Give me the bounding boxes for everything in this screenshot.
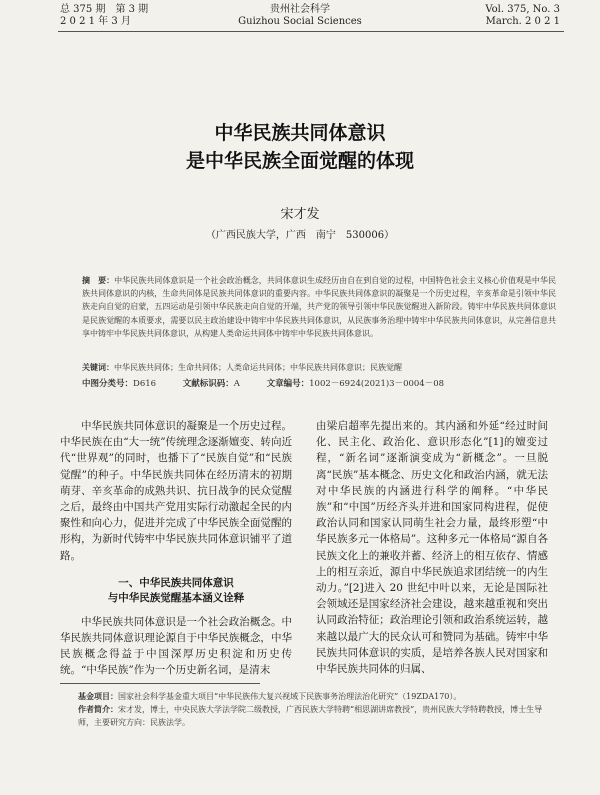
body-paragraph: 中华民族共同体意识是一个社会政治概念。中华民族共同体意识理论源自于中华民族概念，中华民族概念得益于中国深厚历史积淀和历史传统。“中华民族”作为一个历史新名词，是清末 <box>60 615 292 677</box>
article-title-line-2: 是中华民族全面觉醒的体现 <box>185 150 414 172</box>
abstract <box>82 274 556 340</box>
issue-date: 2 0 2 1 年 3 月 <box>60 16 131 27</box>
body-column-right <box>316 418 548 677</box>
volume-number: Vol. 375, No. 3 <box>485 4 560 15</box>
header-divider <box>58 31 564 32</box>
document-code: 文献标识码：A <box>182 379 240 389</box>
journal-name-en: Guizhou Social Sciences <box>238 16 362 27</box>
volume-date: March. 2 0 2 1 <box>485 16 560 27</box>
section-heading-line-2: 与中华民族觉醒基本涵义诠释 <box>107 591 245 604</box>
classification-line <box>82 377 468 389</box>
section-heading <box>60 576 292 606</box>
fund-note: 基金项目：国家社会科学基金重大项目“中华民族伟大复兴视域下民族事务治理法治化研究”（19ZDA170）。 <box>78 692 462 701</box>
abstract-label: 摘 要： <box>82 276 115 285</box>
issue-number: 总 375 期 第 3 期 <box>60 4 149 15</box>
journal-name-cn: 贵州社会科学 <box>270 4 330 15</box>
author-affiliation: （广西民族大学，广西 南宁 530006） <box>205 230 395 241</box>
article-title-line-1: 中华民族共同体意识 <box>214 122 386 144</box>
keywords <box>82 362 556 374</box>
article-number: 文章编号：1002－6924(2021)3－0004－08 <box>266 379 445 389</box>
body-paragraph: 中华民族共同体意识的凝聚是一个历史过程。中华民族在由“大一统”传统理念逐渐嬗变、转向近代“世界观”的同时，也播下了“民族自觉”和“民族觉醒”的种子。中华民族共同体在经历清末的初期萌芽、辛亥革命的成熟共识、抗日战争的民众觉醒之后，最终由中国共产党用实际行动激起全民的内聚性和向心力，促进并完成了中华民族全面觉醒的形构，为新时代铸牢中华民族共同体意识铺平了道路。 <box>60 420 292 562</box>
footnotes <box>78 690 556 729</box>
footnote-divider <box>60 683 260 684</box>
body-column-left <box>60 418 292 679</box>
author-bio-note: 作者简介：宋才发，博士，中央民族大学法学院二级教授，广西民族大学特聘“相思湖讲席教授”，贵州民族大学特聘教授，博士生导师，主要研究方向：民族法学。 <box>78 705 543 727</box>
abstract-text: 中华民族共同体意识是一个社会政治概念，共同体意识生成经历由自在到自觉的过程，中国特色社会主义核心价值观是中华民族共同体意识的内核，生命共同体是民族共同体意识的重要内容。中华民族共同体意识的凝聚是一个历史过程，辛亥革命是引领中华民族走向自觉的启蒙，五四运动是引领中华民族走向自觉的开端，共产党的领导引领中华民族觉醒进入新阶段。铸牢中华民族共同体意识是民族觉醒的本质要求，需要以民主政治建设中铸牢中华民族共同体意识，从民族事务治理中铸牢中华民族共同体意识，从完善信息共享中铸牢中华民族共同体意识，从构建人类命运共同体中铸牢中华民族共同体意识。 <box>82 276 556 338</box>
author-name: 宋才发 <box>280 207 320 222</box>
keywords-label: 关键词： <box>82 363 114 372</box>
body-paragraph: 由梁启超率先提出来的。其内涵和外延“经过时间化、民主化、政治化、意识形态化”[1]的嬗变过程，“新名词”逐渐演变成为“新概念”。一旦脱离“民族”基本概念、历史文化和政治内涵，就无法对中华民族的内涵进行科学的阐释。“中华民族”和“中国”历经齐头并进和国家同构进程，促使政治认同和国家认同萌生社会力量，最终形塑“中华民族多元一体格局”。这种多元一体格局“源自各民族文化上的兼收并蓄、经济上的相互依存、情感上的相互亲近，源自中华民族追求团结统一的内生动力。”[2]进入 20 世纪中叶以来，无论是国际社会领域还是国家经济社会建设，越来越重视和突出认同政治特征；政治理论引领和政治系统运转，越来越以最广大的民众认可和赞同为基础。铸牢中华民族共同体意识的实质，是培养各族人民对国家和中华民族共同体的归属、 <box>316 420 548 676</box>
clc-number: 中图分类号：D616 <box>82 379 157 389</box>
journal-volume-info <box>485 4 560 28</box>
keywords-text: 中华民族共同体；生命共同体；人类命运共同体；中华民族共同体意识；民族觉醒 <box>114 363 402 372</box>
section-heading-line-1: 一、中华民族共同体意识 <box>118 576 234 589</box>
